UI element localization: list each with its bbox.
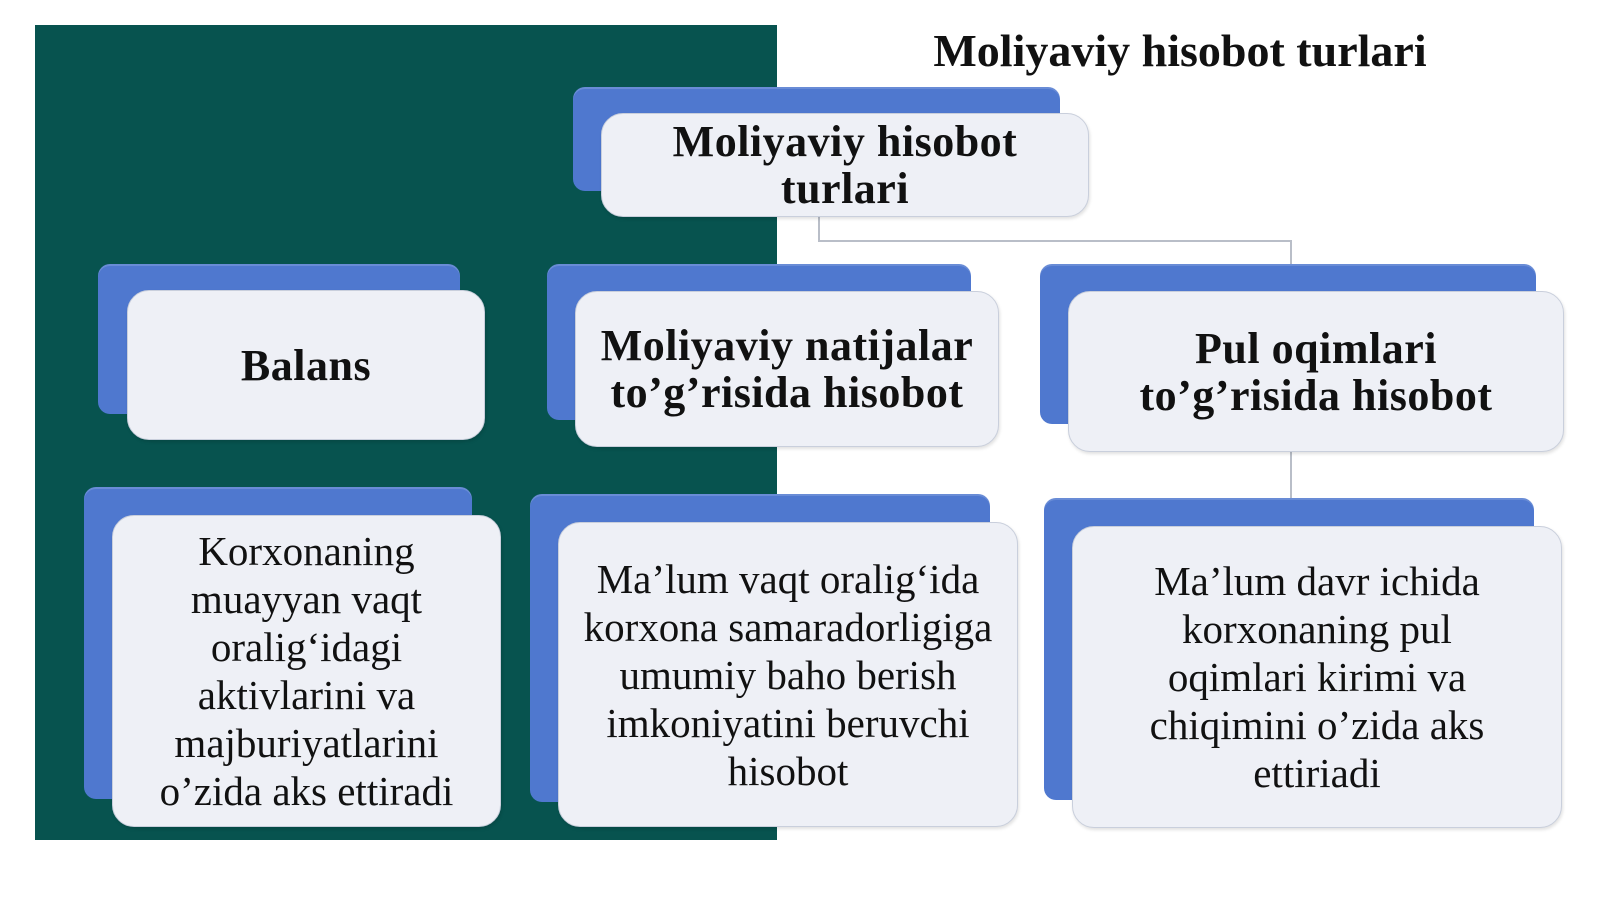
node-balans-label: Balans xyxy=(240,340,372,390)
connector-root-down xyxy=(818,214,820,242)
desc-balans-text: Korxonaning muayyan vaqt oralig‘idagi aktivlarini va majburiyatlarini o’zida aks ettiradi xyxy=(159,528,454,814)
node-moliyaviy-natijalar-label: Moliyaviy natijalar to’g’risida hisobot xyxy=(600,321,974,417)
desc-moliyaviy-natijalar-text: Ma’lum vaqt oralig‘ida korxona samaradorligiga umumiy baho berish imkoniyatini beruvchi hisobot xyxy=(583,555,993,794)
page-title: Moliyaviy hisobot turlari xyxy=(933,25,1427,76)
desc-pul-oqimlari-text: Ma’lum davr ichida korxonaning pul oqimlari kirimi va chiqimini o’zida aks ettiriadi xyxy=(1149,558,1485,796)
connector-horizontal xyxy=(818,240,1292,242)
node-pul-oqimlari-label: Pul oqimlari to’g’risida hisobot xyxy=(1139,323,1493,420)
root-node-label: Moliyaviy hisobot turlari xyxy=(672,117,1018,213)
connector-right-down xyxy=(1290,240,1292,266)
connector-pul-to-desc xyxy=(1290,452,1292,500)
